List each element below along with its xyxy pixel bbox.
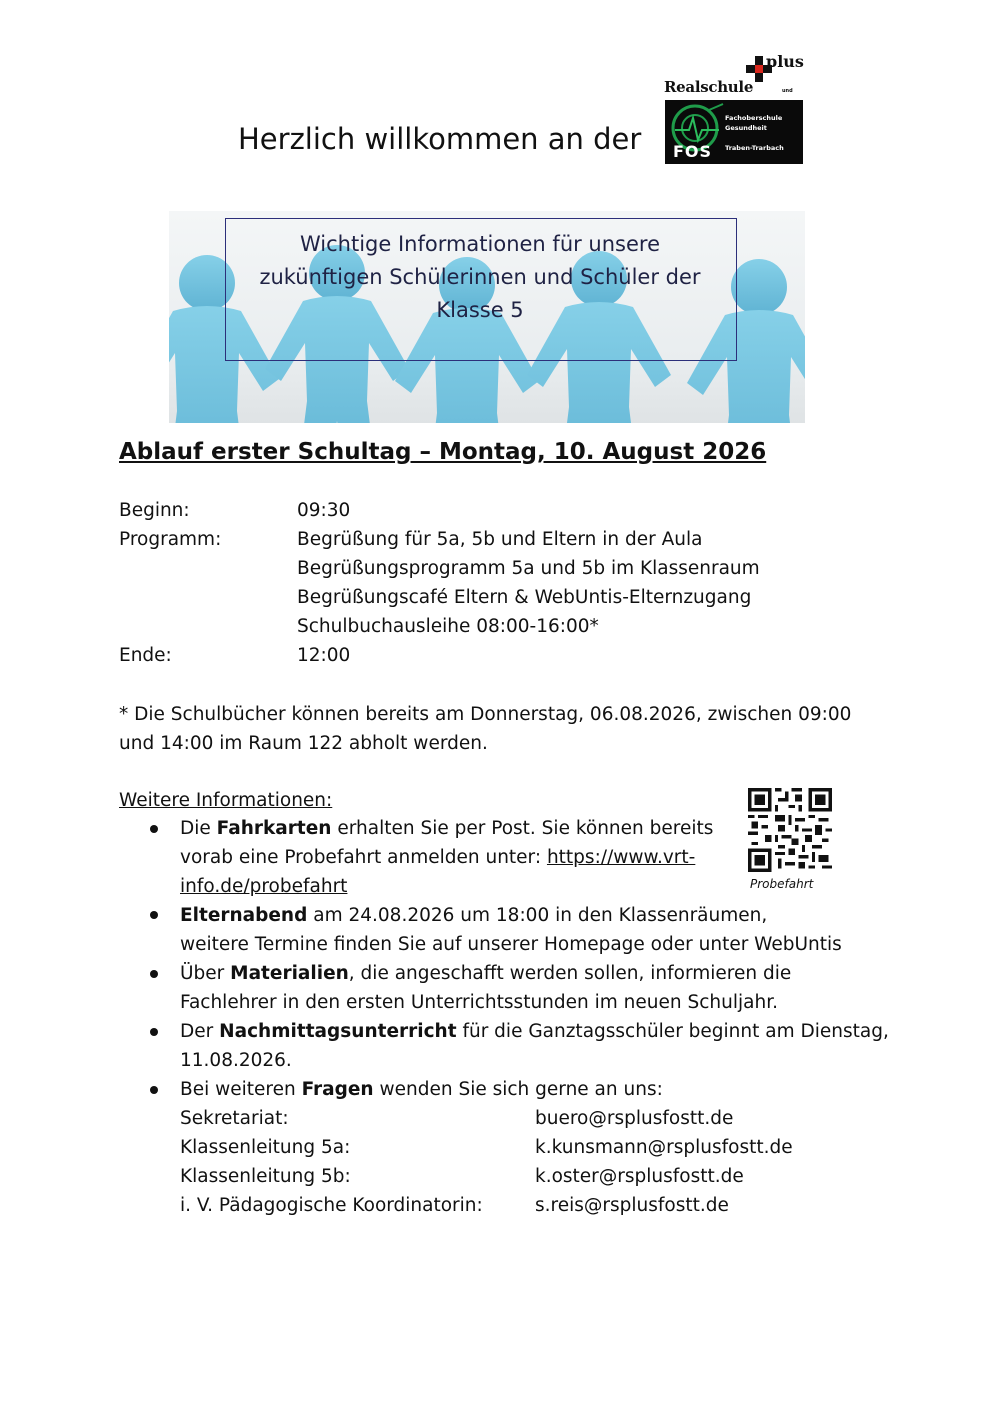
logo-und-word: und (782, 88, 793, 94)
qr-code-icon[interactable] (748, 788, 832, 872)
b2-bold: Elternabend (180, 905, 308, 926)
bullet-materialien-line-2: Fachlehrer in den ersten Unterrichtsstunden im neuen Schuljahr. (180, 992, 778, 1013)
bullet-dot (150, 1086, 158, 1094)
ende-value: 12:00 (297, 645, 351, 666)
beginn-value: 09:30 (297, 500, 351, 521)
programm-item: Schulbuchausleihe 08:00-16:00* (297, 616, 599, 637)
school-logo (662, 52, 804, 166)
bullet-dot (150, 911, 158, 919)
bullet-fahrkarten-line-2 (180, 843, 695, 872)
bullet-nachmittag-line-1 (180, 1017, 889, 1046)
b3-pre: Über (180, 963, 231, 984)
banner-line-2: zukünftigen Schülerinnen und Schüler der (259, 265, 701, 289)
b5-post: wenden Sie sich gerne an uns: (373, 1079, 663, 1100)
contact-email[interactable]: buero@rsplusfostt.de (535, 1108, 734, 1129)
note-line-2: und 14:00 im Raum 122 abholt werden. (119, 733, 488, 754)
b1-pre: Die (180, 818, 217, 839)
contact-email[interactable]: s.reis@rsplusfostt.de (535, 1195, 729, 1216)
bullet-materialien-line-1 (180, 959, 791, 988)
b4-pre: Der (180, 1021, 220, 1042)
bullet-dot (150, 825, 158, 833)
contact-role: Sekretariat: (180, 1108, 289, 1129)
note-line-1: * Die Schulbücher können bereits am Donnerstag, 06.08.2026, zwischen 09:00 (119, 704, 852, 725)
programm-item: Begrüßungscafé Eltern & WebUntis-Elternzugang (297, 587, 752, 608)
fos-logo-box (665, 100, 803, 164)
b1-post: erhalten Sie per Post. Sie können bereits (331, 818, 714, 839)
b3-bold: Materialien (230, 963, 349, 984)
schoolbook-note (119, 700, 879, 758)
beginn-label: Beginn: (119, 500, 190, 521)
logo-fos-line-3: Traben-Trarbach (725, 144, 784, 152)
programm-label: Programm: (119, 529, 222, 550)
probefahrt-link-continued[interactable]: info.de/probefahrt (180, 876, 348, 897)
bullet-nachmittag-line-2: 11.08.2026. (180, 1050, 292, 1071)
logo-fos-word: FOS (673, 142, 713, 161)
b5-bold: Fragen (301, 1079, 374, 1100)
bullet-elternabend-line-1 (180, 901, 767, 930)
qr-caption: Probefahrt (750, 877, 814, 891)
b2-post: am 24.08.2026 um 18:00 in den Klassenräumen, (307, 905, 768, 926)
contact-role: i. V. Pädagogische Koordinatorin: (180, 1195, 483, 1216)
banner-line-1: Wichtige Informationen für unsere (299, 232, 661, 256)
programm-item: Begrüßungsprogramm 5a und 5b im Klassenraum (297, 558, 760, 579)
bullet-fahrkarten-line-3 (180, 872, 347, 901)
logo-plus-word: plus (766, 52, 804, 71)
bullet-dot (150, 970, 158, 978)
bullet-dot (150, 1028, 158, 1036)
welcome-headline: Herzlich willkommen an der (238, 122, 642, 156)
probefahrt-link[interactable]: https://www.vrt- (546, 847, 696, 868)
contact-role: Klassenleitung 5a: (180, 1137, 351, 1158)
contact-email[interactable]: k.oster@rsplusfostt.de (535, 1166, 744, 1187)
logo-realschule-word: Realschule (664, 78, 754, 96)
programm-item: Begrüßung für 5a, 5b und Eltern in der Aula (297, 529, 703, 550)
more-info-heading: Weitere Informationen: (119, 790, 333, 811)
b5-pre: Bei weiteren (180, 1079, 302, 1100)
ende-label: Ende: (119, 645, 172, 666)
b4-post: für die Ganztagsschüler beginnt am Dienstag, (456, 1021, 889, 1042)
bullet-elternabend-line-2: weitere Termine finden Sie auf unserer Homepage oder unter WebUntis (180, 934, 842, 955)
banner-text (230, 228, 730, 327)
b3-post: , die angeschafft werden sollen, informieren die (348, 963, 792, 984)
logo-fos-line-1: Fachoberschule (725, 114, 783, 122)
bullet-fahrkarten-line-1 (180, 814, 713, 843)
b1-bold: Fahrkarten (216, 818, 332, 839)
banner-line-3: Klasse 5 (436, 298, 524, 322)
logo-fos-line-2: Gesundheit (725, 124, 767, 132)
contact-email[interactable]: k.kunsmann@rsplusfostt.de (535, 1137, 793, 1158)
contact-role: Klassenleitung 5b: (180, 1166, 351, 1187)
schedule-heading: Ablauf erster Schultag – Montag, 10. August 2026 (119, 439, 767, 465)
b4-bold: Nachmittagsunterricht (219, 1021, 457, 1042)
b1-line2-pre: vorab eine Probefahrt anmelden unter: (180, 847, 547, 868)
bullet-fragen-line-1 (180, 1075, 663, 1104)
